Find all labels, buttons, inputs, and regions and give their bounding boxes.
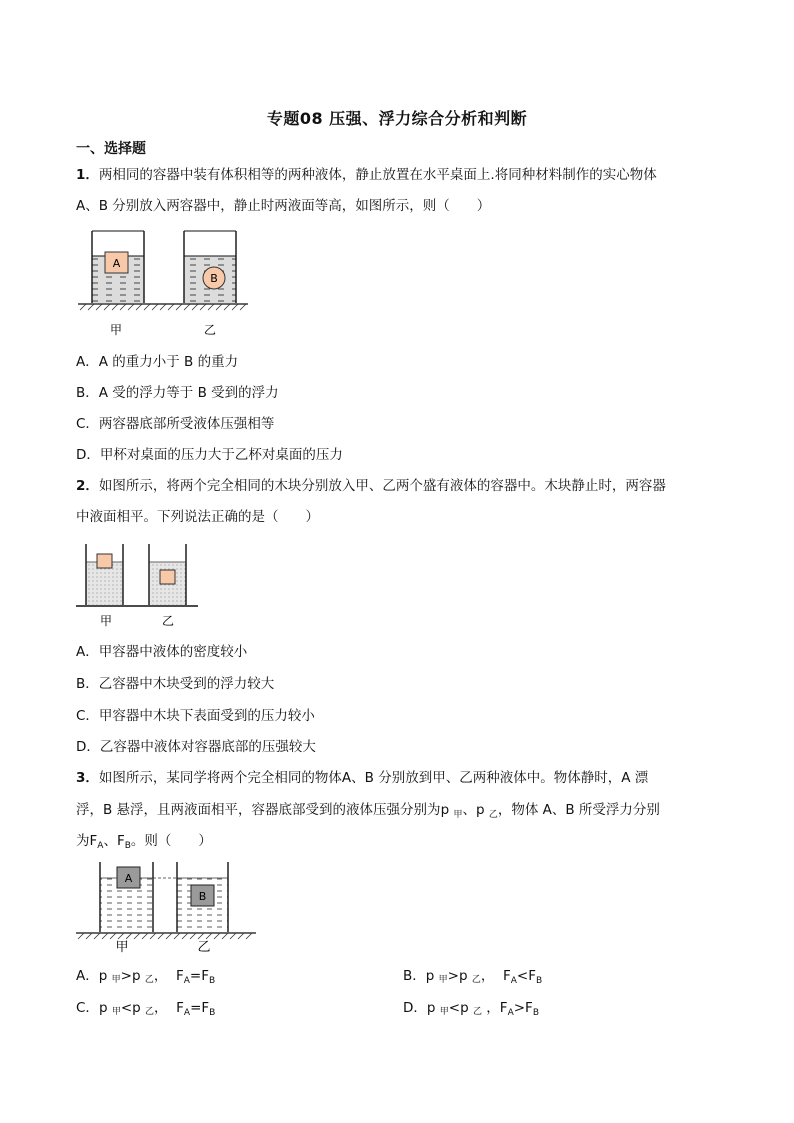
subscript-b: B bbox=[209, 1008, 216, 1018]
pressure-symbol: p bbox=[460, 1000, 469, 1016]
subscript-jia: 甲 bbox=[111, 975, 121, 985]
pressure-symbol: p bbox=[440, 802, 450, 818]
subscript-yi: 乙 bbox=[488, 810, 498, 820]
container-yi bbox=[184, 231, 236, 303]
relation-sign: = bbox=[189, 968, 202, 984]
q1-option-d[interactable]: D．甲杯对桌面的压力大于乙杯对桌面的压力 bbox=[76, 447, 343, 463]
pressure-symbol: p bbox=[475, 802, 485, 818]
question-text: 。则（ ） bbox=[130, 833, 212, 849]
q2-option-d[interactable]: D．乙容器中液体对容器底部的压强较大 bbox=[76, 739, 316, 755]
subscript-jia: 甲 bbox=[453, 810, 463, 820]
subscript-yi: 乙 bbox=[144, 975, 154, 985]
force-symbol: F bbox=[499, 1000, 508, 1016]
subscript-b: B bbox=[535, 976, 543, 986]
force-symbol: F bbox=[525, 1000, 533, 1016]
pressure-symbol: p bbox=[426, 1000, 436, 1016]
cup-jia-label: 甲 bbox=[115, 940, 129, 955]
q1-option-c[interactable]: C．两容器底部所受液体压强相等 bbox=[76, 416, 275, 432]
question-number: 3． bbox=[76, 770, 99, 786]
object-a-label: A bbox=[112, 257, 121, 270]
option-letter: B． bbox=[403, 968, 426, 984]
subscript-a: A bbox=[507, 1008, 514, 1018]
subscript-b: B bbox=[532, 1008, 539, 1018]
subscript-yi: 乙 bbox=[145, 1007, 155, 1017]
cup-jia-label: 甲 bbox=[99, 614, 113, 628]
force-symbol: F bbox=[528, 968, 536, 984]
object-a-label: A bbox=[124, 872, 133, 885]
q3-option-c[interactable]: C．p 甲<p 乙， $F_A=F_B$ bbox=[76, 1000, 216, 1018]
question-text: 如图所示，将两个完全相同的木块分别放入甲、乙两个盛有液体的容器中。木块静止时，两容器 bbox=[98, 478, 666, 494]
question-text: 如图所示，某同学将两个完全相同的物体A、B 分别放到甲、乙两种液体中。物体静时，A 漂 bbox=[98, 770, 649, 786]
question-number: 2． bbox=[76, 478, 99, 494]
force-symbol: F bbox=[116, 833, 125, 849]
q2-option-b[interactable]: B．乙容器中木块受到的浮力较大 bbox=[76, 676, 275, 692]
relation-sign: < bbox=[120, 1000, 133, 1016]
subscript-yi: 乙 bbox=[472, 1007, 482, 1017]
container-jia bbox=[86, 544, 123, 605]
pressure-symbol: p bbox=[458, 968, 468, 984]
q1-option-a[interactable]: A．A 的重力小于 B 的重力 bbox=[76, 354, 239, 370]
q1-option-b[interactable]: B．A 受的浮力等于 B 受到的浮力 bbox=[76, 385, 279, 401]
force-symbol: F bbox=[201, 968, 209, 984]
pressure-symbol: p bbox=[131, 968, 141, 984]
pressure-symbol: p bbox=[425, 968, 435, 984]
cup-jia-label: 甲 bbox=[109, 323, 123, 337]
question-text: 浮，B 悬浮，且两液面相平，容器底部受到的液体压强分别为 bbox=[76, 802, 441, 818]
question-1-line-1 bbox=[76, 165, 716, 185]
table-hatch bbox=[80, 304, 246, 310]
relation-sign: < bbox=[448, 1000, 461, 1016]
question-1-line-2: A、B 分别放入两容器中，静止时两液面等高，如图所示，则（ ） bbox=[76, 198, 491, 214]
force-symbol: F bbox=[89, 833, 98, 849]
force-symbol: F bbox=[502, 968, 511, 984]
relation-sign: > bbox=[447, 968, 459, 984]
subscript-jia: 甲 bbox=[438, 975, 448, 985]
force-symbol: F bbox=[175, 968, 184, 984]
relation-sign: > bbox=[513, 1000, 526, 1016]
subscript-a: A bbox=[183, 1008, 191, 1018]
subscript-jia: 甲 bbox=[439, 1007, 449, 1017]
container-jia bbox=[92, 231, 144, 303]
question-3-line-2: 浮，B 悬浮，且两液面相平，容器底部受到的液体压强分别为p $_甲$、p $_乙$，物体 A、B 所受浮力分别 bbox=[76, 802, 660, 820]
subscript-a: A bbox=[183, 976, 190, 986]
question-text: 两相同的容器中装有体积相等的两种液体，静止放置在水平桌面上.将同种材料制作的实心物体 bbox=[98, 167, 657, 183]
q3-option-d[interactable]: D．p 甲<p 乙 ，$F_A>F_B$ bbox=[403, 1000, 539, 1018]
q2-option-c[interactable]: C．甲容器中木块下表面受到的压力较小 bbox=[76, 708, 315, 724]
question-text: ，物体 A、B 所受浮力分别 bbox=[497, 802, 660, 818]
wood-block bbox=[97, 554, 112, 568]
section-heading: 一、选择题 bbox=[76, 141, 146, 157]
q2-option-a[interactable]: A．甲容器中液体的密度较小 bbox=[76, 644, 248, 660]
relation-sign: < bbox=[516, 968, 529, 984]
option-letter: C． bbox=[76, 1000, 99, 1016]
subscript-b: B bbox=[208, 976, 216, 986]
pressure-symbol: p bbox=[98, 1000, 108, 1016]
question-text: 为 bbox=[76, 833, 90, 849]
container-jia bbox=[100, 862, 153, 932]
option-letter: D． bbox=[403, 1000, 427, 1016]
cup-yi-label: 乙 bbox=[197, 940, 211, 955]
subscript-jia: 甲 bbox=[111, 1007, 121, 1017]
object-b-label: B bbox=[198, 890, 207, 903]
question-1-figure bbox=[76, 226, 256, 341]
container-yi bbox=[177, 862, 228, 932]
pressure-symbol: p bbox=[132, 1000, 141, 1016]
page-title: 专题08 压强、浮力综合分析和判断 bbox=[266, 109, 528, 128]
cup-yi-label: 乙 bbox=[161, 614, 175, 628]
question-3-line-3: 为$F_A$、$F_B$。则（ ） bbox=[76, 833, 212, 851]
container-yi bbox=[149, 544, 186, 605]
pressure-symbol: p bbox=[98, 968, 108, 984]
q3-option-b[interactable]: B．p 甲>p 乙， $F_A<F_B$ bbox=[403, 968, 543, 986]
force-symbol: F bbox=[201, 1000, 210, 1016]
relation-sign: = bbox=[190, 1000, 202, 1016]
table-hatch bbox=[78, 933, 252, 939]
wood-block bbox=[160, 570, 175, 584]
subscript-b: B bbox=[124, 841, 131, 851]
option-letter: A． bbox=[76, 968, 99, 984]
question-2-line-1 bbox=[76, 476, 716, 496]
relation-sign: > bbox=[120, 968, 132, 984]
subscript-yi: 乙 bbox=[471, 975, 481, 985]
force-symbol: F bbox=[176, 1000, 184, 1016]
question-3-figure bbox=[76, 858, 261, 958]
question-2-line-2: 中液面相平。下列说法正确的是（ ） bbox=[76, 509, 319, 525]
question-number: 1． bbox=[76, 167, 99, 183]
question-2-figure bbox=[76, 540, 206, 632]
object-b-label: B bbox=[210, 272, 218, 285]
question-3-line-1 bbox=[76, 768, 716, 788]
subscript-a: A bbox=[97, 841, 104, 851]
cup-yi-label: 乙 bbox=[203, 323, 217, 337]
q3-option-a[interactable]: A．p 甲>p 乙， $F_A=F_B$ bbox=[76, 968, 216, 986]
subscript-a: A bbox=[510, 976, 517, 986]
